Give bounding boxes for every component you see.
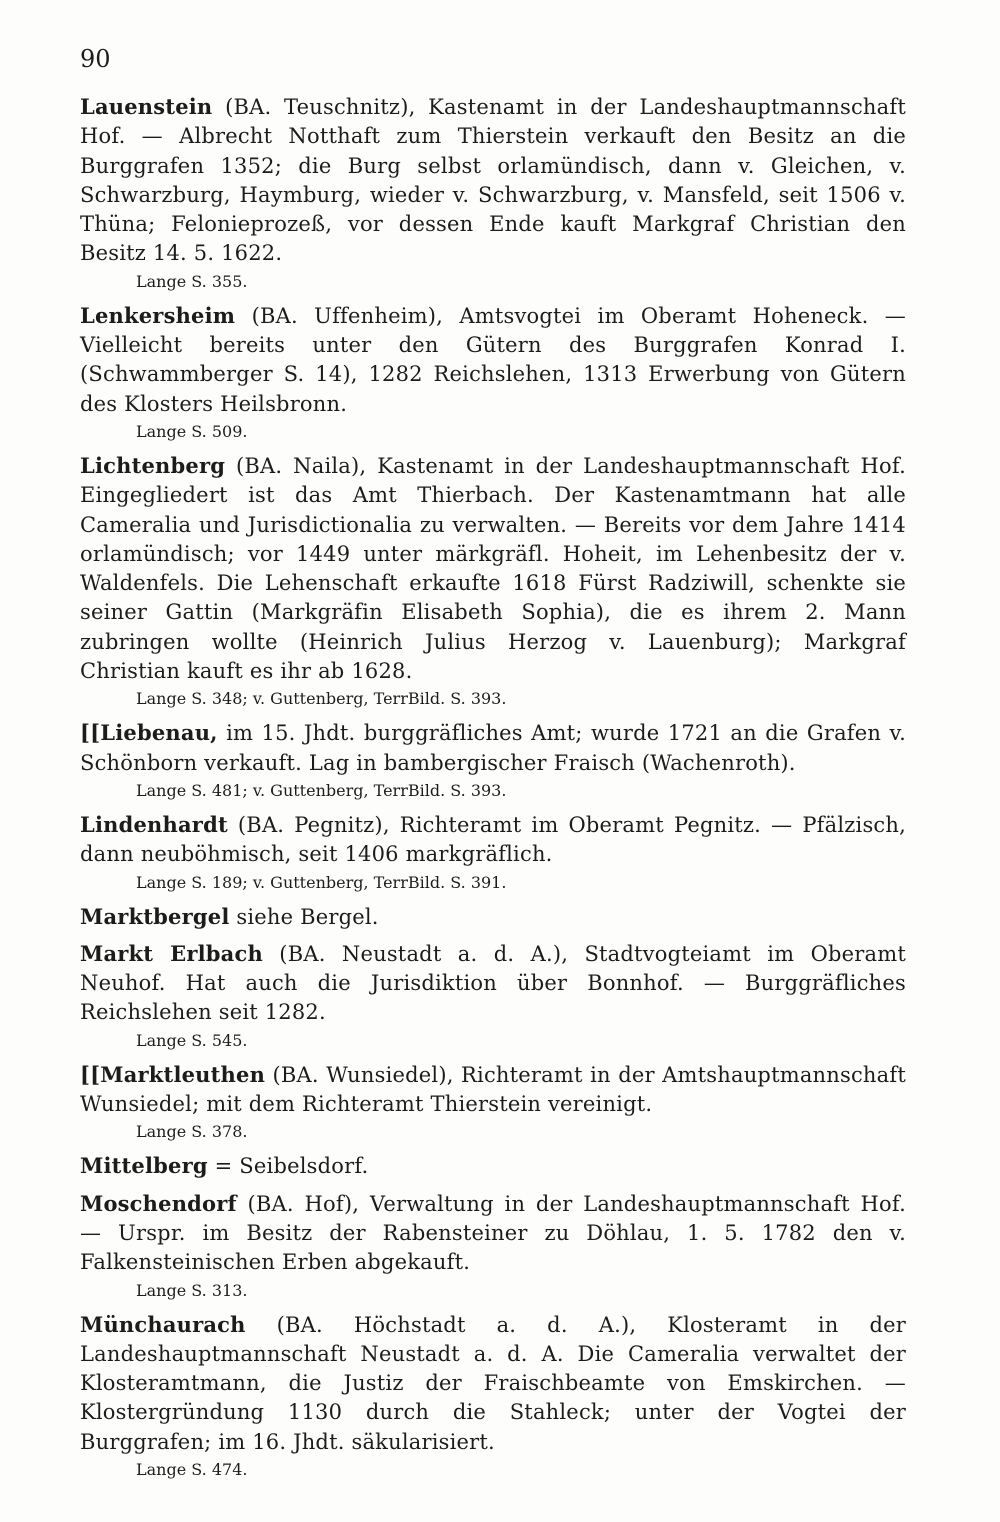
entry-source: Lange S. 189; v. Guttenberg, TerrBild. S. 391. bbox=[136, 872, 507, 892]
entry-liebenau bbox=[80, 718, 906, 803]
entry-text: (BA. Höchstadt a. d. A.), Klosteramt in der Landeshauptmannschaft Neustadt a. d. A. Die Cameralia verwaltet der Klosteramtmann, die Justiz der Fraischbeamte von Emskirchen. — Klostergründung 1130 durch die Stahleck; unter der Vogtei der Burggrafen; im 16. Jhdt. säkularisiert. bbox=[80, 1312, 906, 1454]
entry-lindenhardt bbox=[80, 810, 906, 895]
entry-heading: Lenkersheim bbox=[80, 302, 236, 328]
entry-source: Lange S. 545. bbox=[136, 1030, 248, 1050]
entry-markt-erlbach bbox=[80, 939, 906, 1053]
entry-source: Lange S. 509. bbox=[136, 421, 248, 441]
entry-marktleuthen bbox=[80, 1060, 906, 1145]
entry-source: Lange S. 378. bbox=[136, 1122, 248, 1142]
entry-moschendorf bbox=[80, 1189, 906, 1303]
entry-marktbergel bbox=[80, 902, 906, 932]
entry-text: = Seibelsdorf. bbox=[207, 1154, 369, 1179]
entry-heading: [[Marktleuthen bbox=[80, 1061, 266, 1087]
entry-source: Lange S. 355. bbox=[136, 271, 248, 291]
entry-heading: [[Liebenau, bbox=[80, 720, 218, 746]
entry-heading: Lichtenberg bbox=[80, 452, 226, 478]
entry-text: (BA. Naila), Kastenamt in der Landeshauptmannschaft Hof. Eingegliedert ist das Amt Thierbach. Der Kastenamtmann hat alle Cameralia und Jurisdictionalia zu verwalten. — Bereits vor dem Jahre 1414 orlamündisch; vor 1449 unter märkgräfl. Hoheit, im Lehenbesitz der v. Waldenfels. Die Lehenschaft erkaufte 1618 Fürst Radziwill, schenkte sie seiner Gattin (Markgräfin Elisabeth Sophia), die es ihrem 2. Mann zubringen wollte (Heinrich Julius Herzog v. Lauenburg); Markgraf Christian kauft es ihr ab 1628. bbox=[80, 453, 906, 684]
entry-lauenstein bbox=[80, 92, 906, 294]
entry-text: im 15. Jhdt. burggräfliches Amt; wurde 1721 an die Grafen v. Schönborn verkauft. Lag in bambergischer Fraisch (Wachenroth). bbox=[80, 721, 906, 775]
entry-text: (BA. Teuschnitz), Kastenamt in der Landeshauptmannschaft Hof. — Albrecht Notthaft zum Thierstein verkauft den Besitz an die Burggrafen 1352; die Burg selbst orlamündisch, dann v. Gleichen, v. Schwarzburg, Haymburg, wieder v. Schwarzburg, v. Mansfeld, seit 1506 v. Thüna; Felonieprozeß, vor dessen Ende kauft Markgraf Christian den Besitz 14. 5. 1622. bbox=[80, 95, 906, 266]
entry-lichtenberg bbox=[80, 451, 906, 711]
entry-text: siehe Bergel. bbox=[229, 904, 379, 929]
entry-mittelberg bbox=[80, 1151, 906, 1181]
entry-lenkersheim bbox=[80, 301, 906, 444]
entry-heading: Marktbergel bbox=[80, 903, 230, 929]
entry-source: Lange S. 348; v. Guttenberg, TerrBild. S. 393. bbox=[136, 689, 507, 709]
entry-source: Lange S. 481; v. Guttenberg, TerrBild. S. 393. bbox=[136, 780, 507, 800]
entry-heading: Münchaurach bbox=[80, 1311, 246, 1337]
entry-text: (BA. Pegnitz), Richteramt im Oberamt Pegnitz. — Pfälzisch, dann neuböhmisch, seit 1406 markgräflich. bbox=[80, 812, 906, 867]
entry-text: (BA. Wunsiedel), Richteramt in der Amtshauptmannschaft Wunsiedel; mit dem Richteramt Thierstein vereinigt. bbox=[80, 1062, 906, 1117]
entry-heading: Mittelberg bbox=[80, 1153, 208, 1179]
entry-text: (BA. Hof), Verwaltung in der Landeshauptmannschaft Hof. — Urspr. im Besitz der Rabensteiner zu Döhlau, 1. 5. 1782 den v. Falkensteinischen Erben abgekauft. bbox=[80, 1191, 906, 1275]
entry-source: Lange S. 313. bbox=[136, 1280, 248, 1300]
entry-list bbox=[80, 92, 906, 1489]
entry-heading: Markt Erlbach bbox=[80, 940, 263, 966]
page-number: 90 bbox=[80, 45, 111, 73]
entry-muenchaurach bbox=[80, 1310, 906, 1482]
entry-text: (BA. Uffenheim), Amtsvogtei im Oberamt Hoheneck. — Vielleicht bereits unter den Gütern des Burggrafen Konrad I. (Schwammberger S. 14), 1282 Reichslehen, 1313 Erwerbung von Gütern des Klosters Heilsbronn. bbox=[80, 303, 906, 416]
entry-heading: Lindenhardt bbox=[80, 811, 228, 837]
entry-source: Lange S. 474. bbox=[136, 1459, 248, 1479]
entry-text: (BA. Neustadt a. d. A.), Stadtvogteiamt im Oberamt Neuhof. Hat auch die Jurisdiktion über Bonnhof. — Burggräfliches Reichslehen seit 1282. bbox=[80, 941, 906, 1025]
entry-heading: Lauenstein bbox=[80, 94, 213, 119]
entry-heading: Moschendorf bbox=[80, 1190, 237, 1216]
